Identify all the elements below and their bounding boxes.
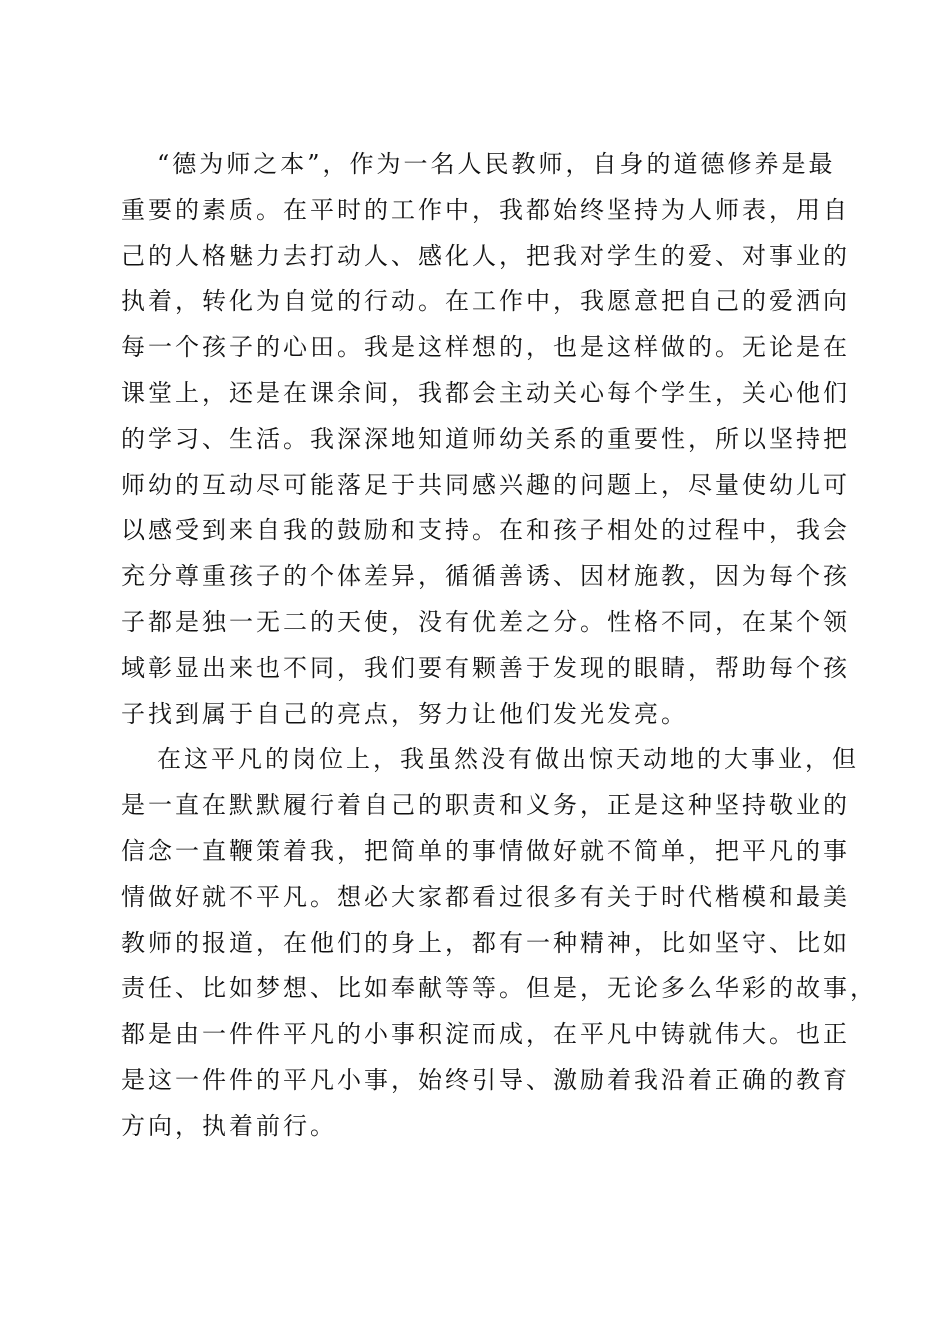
text-line: 教师的报道，在他们的身上，都有一种精神，比如坚守、比如 bbox=[121, 928, 850, 957]
paragraph bbox=[121, 142, 850, 737]
text-line: 子找到属于自己的亮点，努力让他们发光发亮。 bbox=[121, 699, 688, 728]
text-line: 充分尊重孩子的个体差异，循循善诱、因材施教，因为每个孩 bbox=[121, 562, 850, 591]
text-line: 责任、比如梦想、比如奉献等等。但是，无论多么华彩的故事， bbox=[121, 974, 877, 1003]
text-line: 是这一件件的平凡小事，始终引导、激励着我沿着正确的教育 bbox=[121, 1065, 850, 1094]
text-line: 情做好就不平凡。想必大家都看过很多有关于时代楷模和最美 bbox=[121, 882, 850, 911]
text-line: 重要的素质。在平时的工作中，我都始终坚持为人师表，用自 bbox=[121, 195, 850, 224]
text-line: 方向，执着前行。 bbox=[121, 1111, 337, 1140]
text-line: 在这平凡的岗位上，我虽然没有做出惊天动地的大事业，但 bbox=[157, 745, 859, 774]
text-line: 都是由一件件平凡的小事积淀而成，在平凡中铸就伟大。也正 bbox=[121, 1020, 850, 1049]
text-line: 子都是独一无二的天使，没有优差之分。性格不同，在某个领 bbox=[121, 607, 850, 636]
text-line: 课堂上，还是在课余间，我都会主动关心每个学生，关心他们 bbox=[121, 378, 850, 407]
text-line: 执着，转化为自觉的行动。在工作中，我愿意把自己的爱洒向 bbox=[121, 287, 850, 316]
document-body bbox=[121, 142, 877, 1150]
text-line: 是一直在默默履行着自己的职责和义务，正是这种坚持敬业的 bbox=[121, 791, 850, 820]
text-line: 师幼的互动尽可能落足于共同感兴趣的问题上，尽量使幼儿可 bbox=[121, 470, 850, 499]
paragraph bbox=[121, 737, 877, 1149]
text-line: 己的人格魅力去打动人、感化人，把我对学生的爱、对事业的 bbox=[121, 241, 850, 270]
text-line: 信念一直鞭策着我，把简单的事情做好就不简单，把平凡的事 bbox=[121, 836, 850, 865]
text-line: 的学习、生活。我深深地知道师幼关系的重要性，所以坚持把 bbox=[121, 424, 850, 453]
text-line: 域彰显出来也不同，我们要有颗善于发现的眼睛，帮助每个孩 bbox=[121, 653, 850, 682]
text-line: 每一个孩子的心田。我是这样想的，也是这样做的。无论是在 bbox=[121, 333, 850, 362]
text-line: “德为师之本”，作为一名人民教师，自身的道德修养是最 bbox=[157, 150, 836, 178]
text-line: 以感受到来自我的鼓励和支持。在和孩子相处的过程中，我会 bbox=[121, 516, 850, 545]
